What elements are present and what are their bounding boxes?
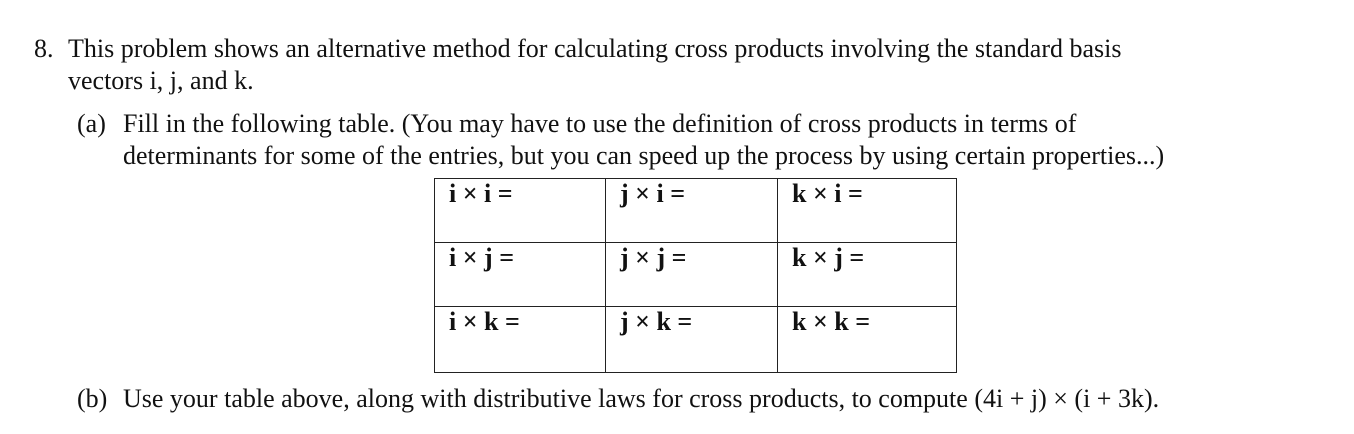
problem-intro-line1: This problem shows an alternative method for calculating cross products involving the standard basis bbox=[68, 34, 1122, 63]
problem-intro-line2: vectors i, j, and k. bbox=[68, 66, 254, 95]
part-a-line1: Fill in the following table. (You may have to use the definition of cross products in terms of bbox=[123, 109, 1077, 138]
table-cell-j-cross-k[interactable]: j × k = bbox=[606, 307, 778, 372]
table-cell-i-cross-k[interactable]: i × k = bbox=[435, 307, 606, 372]
part-a-line2: determinants for some of the entries, but you can speed up the process by using certain properties...) bbox=[123, 141, 1165, 170]
table-cell-k-cross-i[interactable]: k × i = bbox=[778, 179, 956, 243]
problem-number: 8. bbox=[34, 34, 54, 63]
table-cell-j-cross-i[interactable]: j × i = bbox=[606, 179, 778, 243]
cross-product-table bbox=[434, 178, 957, 373]
table-cell-i-cross-i[interactable]: i × i = bbox=[435, 179, 606, 243]
table-cell-i-cross-j[interactable]: i × j = bbox=[435, 243, 606, 307]
table-cell-j-cross-j[interactable]: j × j = bbox=[606, 243, 778, 307]
table-cell-k-cross-j[interactable]: k × j = bbox=[778, 243, 956, 307]
part-a-label: (a) bbox=[77, 109, 106, 138]
part-b-text: Use your table above, along with distributive laws for cross products, to compute (4i + j) × (i + 3k). bbox=[123, 384, 1160, 413]
part-b-label: (b) bbox=[77, 384, 108, 413]
table-cell-k-cross-k[interactable]: k × k = bbox=[792, 307, 871, 336]
